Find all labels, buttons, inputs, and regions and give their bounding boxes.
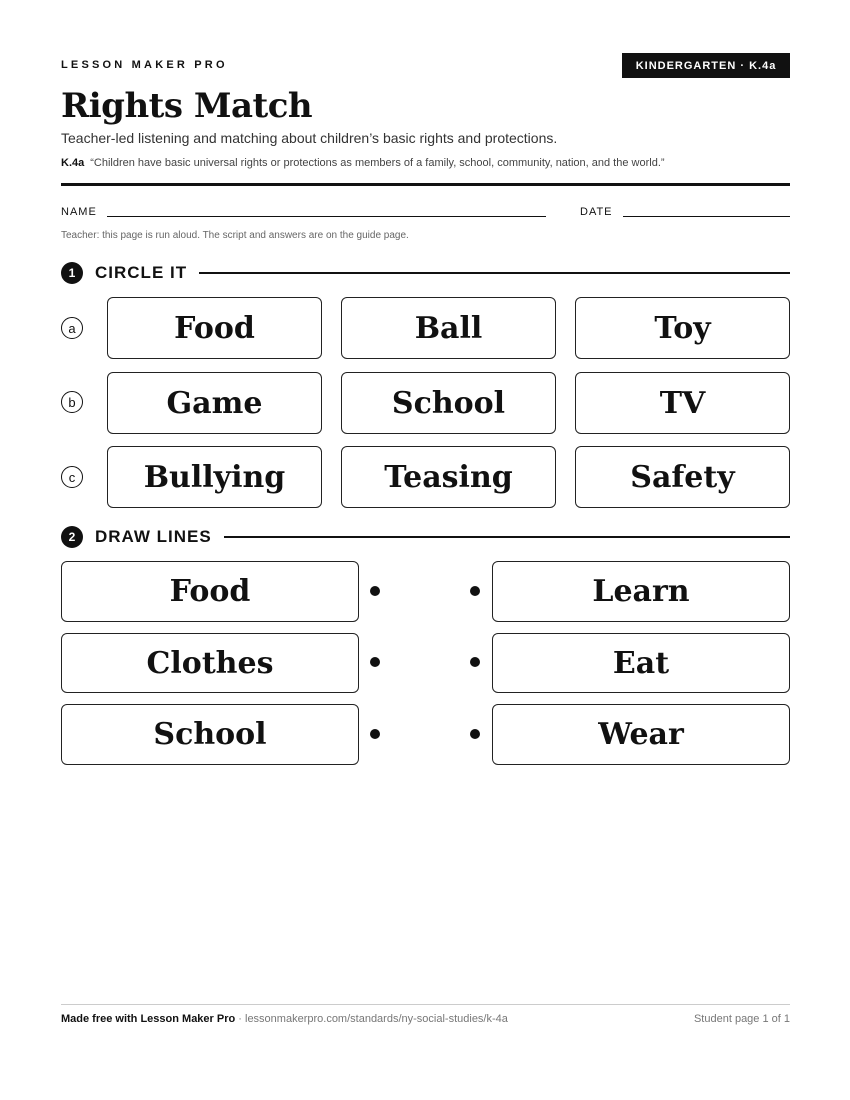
match-right-eat[interactable]: Eat — [492, 633, 790, 693]
match-dot-left[interactable] — [370, 657, 380, 667]
match-dot-left[interactable] — [370, 586, 380, 596]
circle-word-ball[interactable]: Ball — [341, 297, 556, 359]
page-subtitle: Teacher-led listening and matching about children’s basic rights and protections. — [61, 130, 558, 146]
section-number-badge: 2 — [61, 526, 83, 548]
standard-text: “Children have basic universal rights or protections as members of a family, school, community, nation, and the world.” — [90, 157, 665, 169]
section-draw-lines-header — [61, 525, 790, 549]
circle-word-teasing[interactable]: Teasing — [341, 446, 556, 508]
header-divider — [61, 183, 790, 186]
section-rule — [199, 272, 790, 274]
match-left-clothes[interactable]: Clothes — [61, 633, 359, 693]
footer-separator: · — [235, 1013, 245, 1025]
row-letter-a: a — [61, 317, 83, 339]
page-title: Rights Match — [61, 86, 313, 126]
circle-word-toy[interactable]: Toy — [575, 297, 790, 359]
circle-word-game[interactable]: Game — [107, 372, 322, 434]
name-label: NAME — [61, 206, 97, 218]
match-dot-right[interactable] — [470, 729, 480, 739]
footer-credit — [61, 1013, 508, 1025]
date-label: DATE — [580, 206, 613, 218]
circle-word-food[interactable]: Food — [107, 297, 322, 359]
match-right-learn[interactable]: Learn — [492, 561, 790, 622]
standard-line — [61, 157, 665, 169]
standard-code: K.4a — [61, 157, 85, 169]
match-left-food[interactable]: Food — [61, 561, 359, 622]
name-field[interactable] — [107, 216, 546, 217]
grade-badge: KINDERGARTEN · K.4a — [622, 53, 790, 78]
circle-word-tv[interactable]: TV — [575, 372, 790, 434]
row-letter-b: b — [61, 391, 83, 413]
section-title: DRAW LINES — [95, 527, 212, 546]
row-letter-c: c — [61, 466, 83, 488]
circle-word-school[interactable]: School — [341, 372, 556, 434]
match-dot-right[interactable] — [470, 586, 480, 596]
footer-url[interactable]: lessonmakerpro.com/standards/ny-social-studies/k-4a — [245, 1013, 508, 1025]
match-left-school[interactable]: School — [61, 704, 359, 765]
section-number-badge: 1 — [61, 262, 83, 284]
circle-word-safety[interactable]: Safety — [575, 446, 790, 508]
footer-page-number: Student page 1 of 1 — [693, 1013, 790, 1025]
match-dot-right[interactable] — [470, 657, 480, 667]
section-title: CIRCLE IT — [95, 263, 188, 282]
teacher-note: Teacher: this page is run aloud. The script and answers are on the guide page. — [61, 230, 409, 241]
match-right-wear[interactable]: Wear — [492, 704, 790, 765]
footer-divider — [61, 1004, 790, 1005]
worksheet-page — [61, 0, 790, 1100]
section-rule — [224, 536, 790, 538]
section-circle-it-header — [61, 261, 790, 285]
match-dot-left[interactable] — [370, 729, 380, 739]
footer-credit-text: Made free with Lesson Maker Pro — [61, 1013, 236, 1025]
circle-word-bullying[interactable]: Bullying — [107, 446, 322, 508]
date-field[interactable] — [623, 216, 790, 217]
brand-name: LESSON MAKER PRO — [61, 59, 228, 71]
